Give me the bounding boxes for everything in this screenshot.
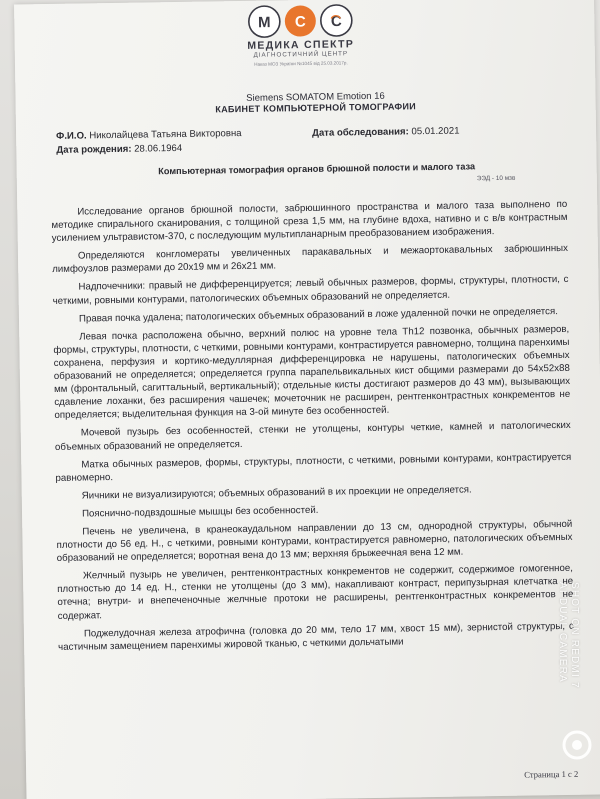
medika-spektr-logo-icon [244,3,357,39]
document-page [14,0,600,799]
camera-lens-icon [562,730,592,760]
patient-name-value: Николайцева Татьяна Викторовна [89,127,242,142]
birth-date-value: 28.06.1964 [134,142,183,155]
report-paragraph: Желчный пузырь не увеличен, рентгенконтрастных конкрементов не содержит, содержимое гомогенное, плотностью до 14 ед. Н., стенки не утолщены (до 3 мм), накапливают контраст, перипузырная клетчатка не отечна; внутри- и внепеченочные желчные протоки не расширены, рентгенконтрастных конкрементов не содержат. [57,563,574,622]
office-title: КАБИНЕТ КОМПЬЮТЕРНОЙ ТОМОГРАФИИ [215,101,417,115]
study-title: Компьютерная томография органов брюшной полости и малого таза [158,161,476,177]
exam-date-row [312,126,460,139]
report-paragraph: Печень не увеличена, в кранеокаудальном направлении до 13 см, однородной структуры, обычной плотности до 56 ед. Н., с четкими, ровными контурами, контрастируется равномерно, патологических объемных образований не определяется; воротная вена до 13 мм; верхняя брыжеечная вена 12 мм. [56,518,573,565]
svg-text:C: C [294,13,306,31]
watermark-line-1: SHOT ON REDMI 7 [569,582,580,689]
report-paragraph: Яичники не визуализируются; объемных образований в их проекции не определяется. [81,484,472,502]
exam-date-label: Дата обследования: [312,126,409,139]
svg-text:C: C [330,12,342,31]
report-paragraph: Определяются конгломераты увеличенных паракавальных и межаортокавальных забрюшинных лимфоузлов размерами до 20х19 мм и 26х21 мм. [52,243,569,276]
camera-watermark [558,582,598,782]
report-paragraph: Поджелудочная железа атрофична (головка до 20 мм, тело 17 мм, хвост 15 мм), зернистой структуры, с частичным замещением паренхимы жировой тканью, с четкими дольчатыми [58,620,574,653]
patient-name-label: Ф.И.О. [56,130,87,142]
scanner-model: Siemens SOMATOM Emotion 16 [246,90,385,104]
svg-text:M: M [257,14,271,32]
report-paragraph: Левая почка расположена обычно, верхний полюс на уровне тела Th12 позвонка, обычных размеров, формы, структуры, плотности, с четкими, ровными контурами, контрастируется равномерно, толщина паренхимы сохранена, перфузия и кортико-медуллярная дифференцировка не нарушены, патологических объемных образований не определяется; определяется группа парапельвикальных кист общими размерами до 54х52х88 мм (фронтальный, сагиттальный, вертикальный); отдельные кисты достигают размеров до 43 мм), вызывающих сдавление лоханки, без расширения чашечек; мочеточник не расширен, рентгенконтрастных конкрементов не определяется; выделительная функция на 3-ой минуте без особенностей. [53,323,571,422]
report-paragraph: Надпочечники: правый не дифференцируется; левый обычных размеров, формы, структуры, плотности, с четкими, ровными контурами, патологических объемных образований не определяется. [52,274,569,307]
birth-date-label: Дата рождения: [56,143,132,156]
page-number: Страница 1 с 2 [524,768,579,780]
dose-note: ЭЭД - 10 мзв [476,174,516,183]
report-paragraph: Матка обычных размеров, формы, структуры, плотности, с четкими, ровными контурами, контрастируется равномерно. [55,451,572,484]
birth-date-row [56,143,182,156]
camera-watermark-text [556,582,580,689]
brand-subtitle: ДІАГНОСТИЧНИЙ ЦЕНТР [253,50,349,59]
license-line: Наказ МОЗ України №1045 від 25.03.2017р. [254,60,348,67]
exam-date-value: 05.01.2021 [411,125,460,138]
report-paragraph: Мочевой пузырь без особенностей, стенки не утолщены, контуры четкие, камней и патологических объемных образований не определяется. [54,420,571,453]
brand-name: МЕДИКА СПЕКТР [247,38,355,52]
patient-name-row [56,128,242,142]
report-body [51,198,574,659]
report-paragraph: Правая почка удалена; патологических объемных образований в ложе удаленной почки не определяется. [78,305,558,325]
report-paragraph: Исследование органов брюшной полости, забрюшинного пространства и малого таза выполнено по методике спирального сканирования, с толщиной среза 1,5 мм, на глубине вдоха, нативно и с в/в контрастным усилением ультравистом-370, с последующим мультипланарным преобразованием изображения. [51,198,568,245]
report-paragraph: Пояснично-подвздошные мышцы без особенностей. [81,504,319,520]
watermark-line-2: AI DUAL CAMERA [557,582,568,683]
